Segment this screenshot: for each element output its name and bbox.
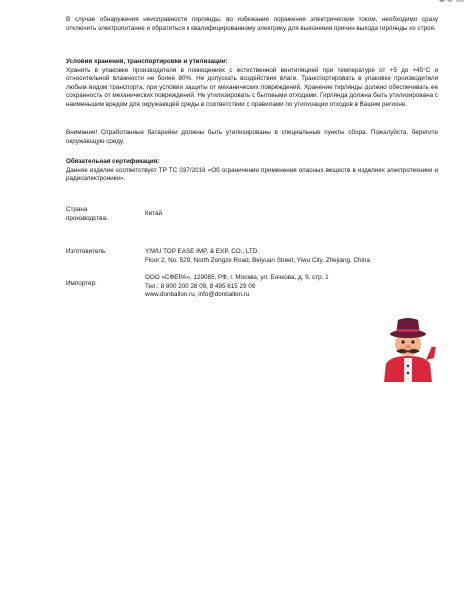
manufacturer-label: Изготовитель: — [66, 248, 107, 255]
manufacturer-value — [145, 248, 445, 265]
country-value: Китай — [145, 210, 163, 217]
storage-heading: Условия хранения, транспортировки и утилизации: — [66, 58, 228, 65]
warning-paragraph: В случае обнаружения неисправности гирлянды, во избежание поражения электрическим током, необходимо сразу отключить электропитание и обратиться к квалифицированному электрику для выяснения причин выхода гирлянды из строя. — [66, 16, 438, 32]
storage-section — [66, 58, 438, 110]
certification-heading: Обязательная сертификация: — [66, 158, 160, 165]
country-label: Страна производства: — [66, 206, 108, 222]
importer-web: www.donballon.ru, info@donballon.ru — [145, 291, 250, 299]
manufacturer-address: Floor 2, No. 529, North Zongze Road, Beiyuan Street, Yiwu City, Zhejiang, China — [145, 256, 370, 264]
attention-paragraph: Внимание! Отработанные батарейки должны быть утилизированы в специальные пункты сбора. Пожалуйста, берегите окружающую среду. — [66, 129, 438, 145]
certification-text: Данное изделие соответствует ТР ТС 037/2016 «Об ограничении применения опасных веществ в изделиях электротехники и радиоэлектроники». — [66, 166, 438, 183]
importer-label: Импортер: — [66, 280, 97, 287]
certification-section — [66, 158, 438, 184]
top-corner-icon — [436, 0, 466, 4]
importer-value — [145, 274, 445, 300]
mascot-illustration — [376, 312, 440, 382]
manufacturer-name: YIWU TOP EASE IMP. & EXP. CO., LTD. — [145, 248, 260, 255]
storage-text: Хранить в упаковке производителя в помещениях с естественной вентиляцией при температуре от +5 до +45°С и относительной влажности не более 80%. Не допускать воздействия влаги. Транспортировать в упаковке производителя любым видом транспорта, при условии защиты от механических повреждений. Хранение гирлянды должно обеспечивать ее сохранность от механических повреждений. Не утилизировать с бытовыми отходами. Гирлянда должна быть утилизирована с наименьшим вредом для окружающей среды в соответствии с правилами по утилизации отходов в Вашем регионе. — [66, 66, 438, 108]
importer-phone: Тел.: 8 800 200 28 09, 8 495 615 29 09 — [145, 282, 256, 290]
importer-name: ООО «СФЕРА», 129085, РФ, г. Москва, ул. Бочкова, д. 9, стр. 1 — [145, 274, 329, 281]
